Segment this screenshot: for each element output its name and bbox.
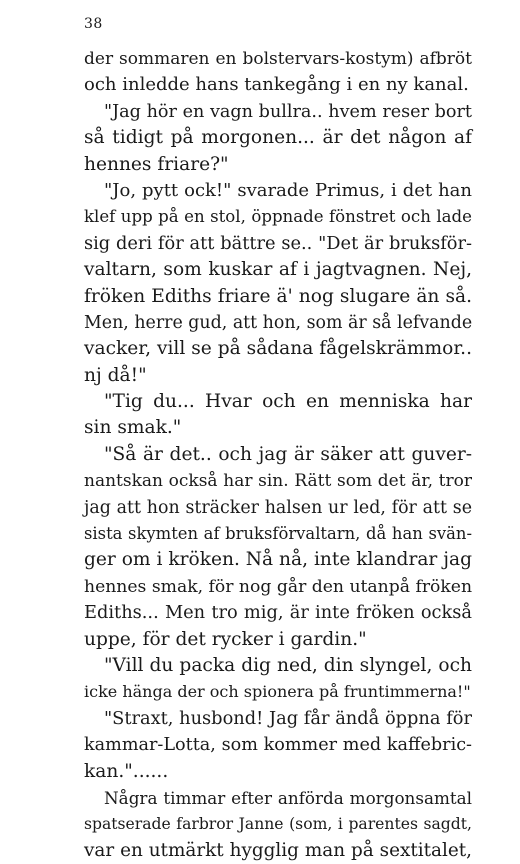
text-line: uppe, för det rycker i gardin." <box>84 628 367 650</box>
text-line: der sommaren en bolstervars-kostym) afbröt <box>84 49 472 69</box>
text-line: Men, herre gud, att hon, som är så lefvande <box>84 312 473 333</box>
text-line: och inledde hans tankegång i en ny kanal. <box>84 74 469 96</box>
text-line: "Straxt, husbond! Jag får ändå öppna för <box>104 707 472 729</box>
text-line: spatserade farbror Janne (som, i parentes sagdt, <box>84 815 472 834</box>
text-line: hennes smak, för nog går den utanpå fröken <box>84 576 473 597</box>
text-line: hennes friare?" <box>84 153 229 175</box>
text-line: nj då!" <box>84 364 147 386</box>
text-line: kan."...... <box>84 760 169 782</box>
text-line: valtarn, som kuskar af i jagtvagnen. Nej, <box>84 259 472 281</box>
text-line: nantskan också har sin. Rätt som det är, tror <box>84 471 472 492</box>
text-line: "Vill du packa dig ned, din slyngel, och <box>104 654 472 676</box>
text-line: vacker, vill se på sådana fågelskrämmor.. <box>84 338 472 360</box>
text-line: icke hänga der och spionera på fruntimmerna!" <box>84 682 471 702</box>
text-line: ger om i kröken. Nå nå, inte klandrar jag <box>84 549 472 571</box>
text-line: "Jag hör en vagn bullra.. hvem reser bort <box>104 101 472 122</box>
text-line: sin smak." <box>84 417 182 439</box>
text-line: var en utmärkt hygglig man på sextitalet, <box>84 839 472 861</box>
text-line: kammar-Lotta, som kommer med kaffebric- <box>84 735 472 756</box>
text-line: så tidigt på morgonen... är det någon af <box>84 127 472 149</box>
text-line: Ediths... Men tro mig, är inte fröken också <box>84 602 472 624</box>
text-line: "Jo, pytt ock!" svarade Primus, i det han <box>104 179 472 201</box>
body-text <box>84 46 472 864</box>
text-line: "Så är det.. och jag är säker att guver- <box>104 443 472 465</box>
text-line: Några timmar efter anförda morgonsamtal <box>104 787 472 808</box>
text-line: sig deri för att bättre se.. "Det är bruksför- <box>84 232 472 254</box>
text-line: sista skymten af bruksförvaltarn, då han svän- <box>84 524 472 544</box>
text-line: fröken Ediths friare ä' nog slugare än så. <box>84 285 472 307</box>
text-line: klef upp på en stol, öppnade fönstret och lade <box>84 207 472 227</box>
text-line: jag att hon sträcker halsen ur led, för att se <box>84 497 472 518</box>
page-number: 38 <box>84 16 103 32</box>
text-line: "Tig du... Hvar och en menniska har <box>104 391 472 413</box>
